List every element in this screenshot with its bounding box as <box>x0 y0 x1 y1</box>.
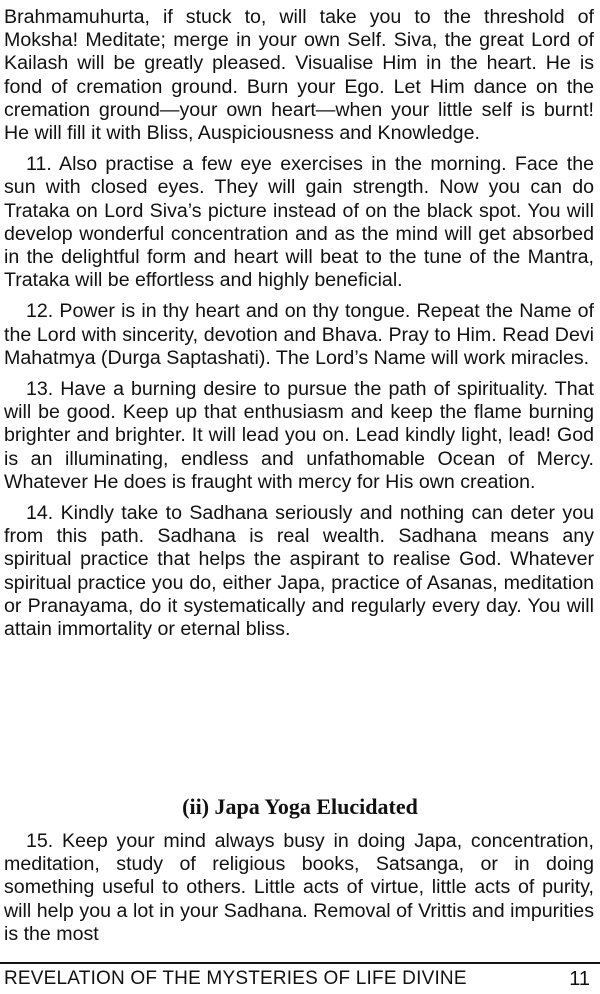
paragraph-12: 12. Power is in thy heart and on thy tongue. Repeat the Name of the Lord with sincerity, devotion and Bhava. Pray to Him. Read Devi Mahatmya (Durga Saptashati). The Lord’s Name will work miracles. <box>4 300 594 369</box>
section-heading: (ii) Japa Yoga Elucidated <box>182 794 418 819</box>
paragraph-11: 11. Also practise a few eye exercises in the morning. Face the sun with closed eyes. They will gain strength. Now you can do Trataka on Lord Siva’s picture instead of on the black spot. You will develop wonderful concentration and as the mind will get absorbed in the delightful form and heart will beat to the tune of the Mantra, Trataka will be effortless and highly beneficial. <box>4 153 594 292</box>
running-title: REVELATION OF THE MYSTERIES OF LIFE DIVINE <box>4 968 467 989</box>
main-text-block <box>4 6 594 649</box>
paragraph-13: 13. Have a burning desire to pursue the path of spirituality. That will be good. Keep up that enthusiasm and keep the flame burning brighter and brighter. It will lead you on. Lead kindly light, lead! God is an illuminating, endless and unfathomable Ocean of Mercy. Whatever He does is fraught with mercy for His own creation. <box>4 378 594 493</box>
page-footer <box>4 966 594 992</box>
footer-divider <box>0 962 600 964</box>
paragraph-14: 14. Kindly take to Sadhana seriously and nothing can deter you from this path. Sadhana is real wealth. Sadhana means any spiritual practice that helps the aspirant to realise God. Whatever spiritual practice you do, either Japa, practice of Asanas, meditation or Pranayama, do it systematically and regularly every day. You will attain immortality or eternal bliss. <box>4 502 594 641</box>
paragraph-continued: Brahmamuhurta, if stuck to, will take you to the threshold of Moksha! Meditate; merge in your own Self. Siva, the great Lord of Kailash will be greatly pleased. Visualise Him in the heart. He is fond of cremation ground. Burn your Ego. Let Him dance on the cremation ground—your own heart—when your little self is burnt! He will fill it with Bliss, Auspiciousness and Knowledge. <box>4 6 594 145</box>
page-number: 11 <box>569 968 590 990</box>
paragraph-15: 15. Keep your mind always busy in doing Japa, concentration, meditation, study of religious books, Satsanga, or in doing something useful to others. Little acts of virtue, little acts of purity, will help you a lot in your Sadhana. Removal of Vrittis and impurities is the most <box>4 830 594 945</box>
